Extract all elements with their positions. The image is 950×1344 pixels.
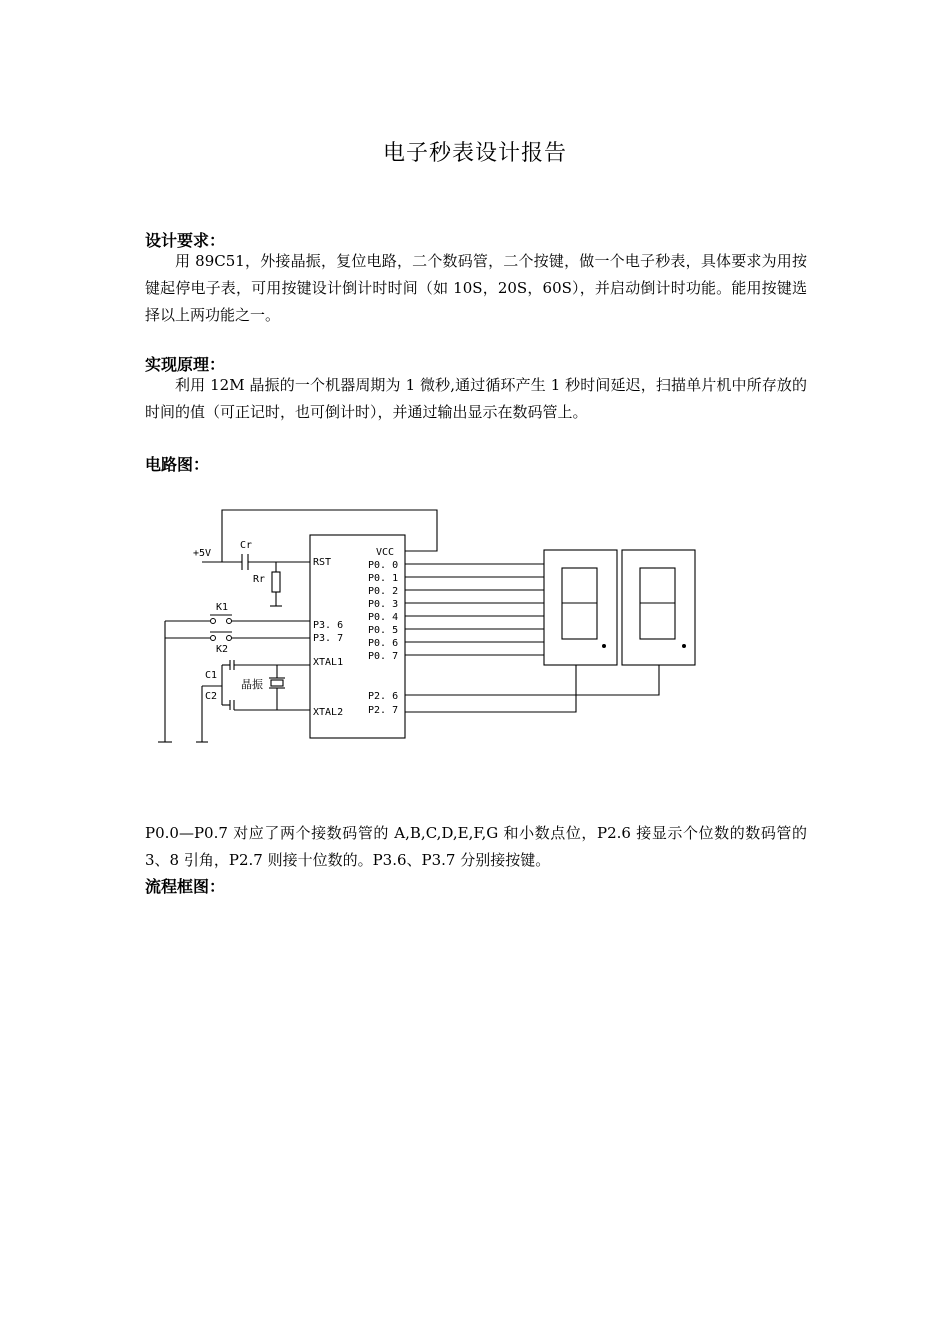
requirements-heading: 设计要求：: [145, 231, 226, 250]
resistor-rr: [272, 572, 280, 592]
label-c1: C1: [205, 670, 218, 681]
label-xtal1: XTAL1: [313, 657, 344, 668]
circuit-heading: 电路图：: [145, 455, 210, 474]
label-c2: C2: [205, 691, 218, 702]
circuit-diagram: [150, 500, 710, 750]
document-title: 电子秒表设计报告: [382, 141, 567, 166]
label-vplus: +5V: [193, 548, 212, 559]
label-p27: P2. 7: [368, 705, 399, 716]
label-p37: P3. 7: [313, 633, 344, 644]
seven-segment-display-1: [544, 550, 617, 665]
p27-wire: [405, 665, 576, 712]
label-p01: P0. 1: [368, 573, 399, 584]
label-cr: Cr: [240, 540, 253, 551]
circuit-description: P0.0—P0.7 对应了两个接数码管的 A,B,C,D,E,F,G 和小数点位，P2.6 接显示个位数的数码管的 3、8 引角，P2.7 则接十位数的。P3.6、P3.7 分别接按键。: [145, 824, 807, 869]
requirements-text: 用 89C51，外接晶振，复位电路，二个数码管，二个按键，做一个电子秒表，具体要求为用按键起停电子表，可用按键设计倒计时时间（如 10S，20S，60S），并启动倒计时功能。能用按键选择以上两功能之一。: [145, 252, 807, 324]
label-p02: P0. 2: [368, 586, 399, 597]
label-p06: P0. 6: [368, 638, 399, 649]
label-k2: K2: [216, 644, 229, 655]
label-p26: P2. 6: [368, 691, 399, 702]
label-rr: Rr: [253, 574, 266, 585]
label-crystal: 晶振: [241, 678, 263, 691]
label-k1: K1: [216, 602, 229, 613]
crystal-symbol: [271, 680, 283, 686]
label-p00: P0. 0: [368, 560, 399, 571]
label-p03: P0. 3: [368, 599, 399, 610]
label-p05: P0. 5: [368, 625, 399, 636]
p26-wire: [405, 665, 659, 695]
label-p36: P3. 6: [313, 620, 344, 631]
label-p04: P0. 4: [368, 612, 399, 623]
principle-text: 利用 12M 晶振的一个机器周期为 1 微秒,通过循环产生 1 秒时间延迟，扫描单片机中所存放的时间的值（可正记时，也可倒计时），并通过输出显示在数码管上。: [145, 376, 807, 421]
flowchart-heading: 流程框图：: [145, 877, 226, 896]
label-xtal2: XTAL2: [313, 707, 344, 718]
principle-heading: 实现原理：: [145, 355, 226, 374]
label-vcc: VCC: [376, 547, 395, 558]
label-rst: RST: [313, 557, 332, 568]
label-p07: P0. 7: [368, 651, 399, 662]
